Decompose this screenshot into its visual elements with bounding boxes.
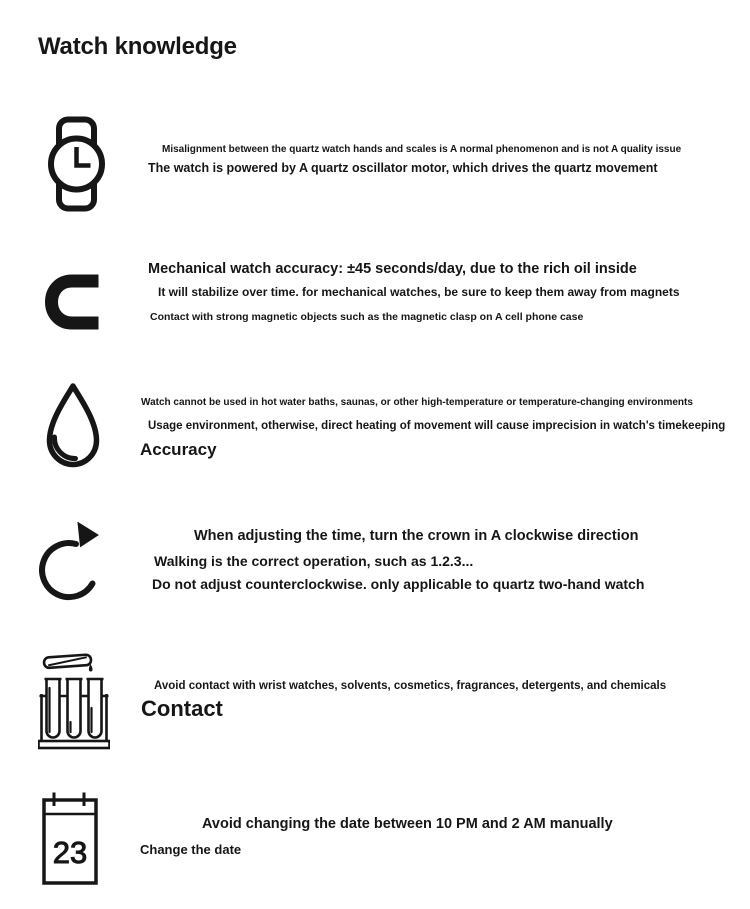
avoid-date-change-text: Avoid changing the date between 10 PM and 2 AM manually xyxy=(202,816,613,832)
magnet-warning-text: It will stabilize over time. for mechanical watches, be sure to keep them away from magnets xyxy=(158,285,680,299)
accuracy-heading: Accuracy xyxy=(140,440,217,459)
usage-environment-text: Usage environment, otherwise, direct heating of movement will cause imprecision in watch's timekeeping xyxy=(148,420,726,432)
page-title: Watch knowledge xyxy=(38,33,237,60)
hot-water-warning-text: Watch cannot be used in hot water baths, saunas, or other high-temperature or temperature-changing environments xyxy=(141,397,693,408)
magnetic-objects-text: Contact with strong magnetic objects such as the magnetic clasp on A cell phone case xyxy=(150,311,584,323)
test-tubes-icon xyxy=(38,648,110,750)
avoid-chemicals-text: Avoid contact with wrist watches, solvents, cosmetics, fragrances, detergents, and chemicals xyxy=(154,680,667,692)
water-drop-icon xyxy=(38,381,108,478)
contact-heading: Contact xyxy=(141,696,223,721)
calendar-day-number: 23 xyxy=(52,835,88,870)
wristwatch-icon xyxy=(48,116,105,212)
change-date-text: Change the date xyxy=(140,842,242,857)
clockwise-arrow-icon xyxy=(35,522,108,608)
quartz-misalignment-note: Misalignment between the quartz watch hands and scales is A normal phenomenon and is not A quality issue xyxy=(162,144,682,155)
turn-crown-clockwise-text: When adjusting the time, turn the crown in A clockwise direction xyxy=(194,528,639,544)
correct-operation-text: Walking is the correct operation, such as 1.2.3... xyxy=(154,553,474,569)
magnet-icon xyxy=(43,269,104,335)
no-counterclockwise-text: Do not adjust counterclockwise. only applicable to quartz two-hand watch xyxy=(152,576,645,592)
mechanical-accuracy-text: Mechanical watch accuracy: ±45 seconds/day, due to the rich oil inside xyxy=(148,261,637,277)
quartz-movement-text: The watch is powered by A quartz oscillator motor, which drives the quartz movement xyxy=(148,161,658,175)
calendar-icon xyxy=(42,792,98,885)
